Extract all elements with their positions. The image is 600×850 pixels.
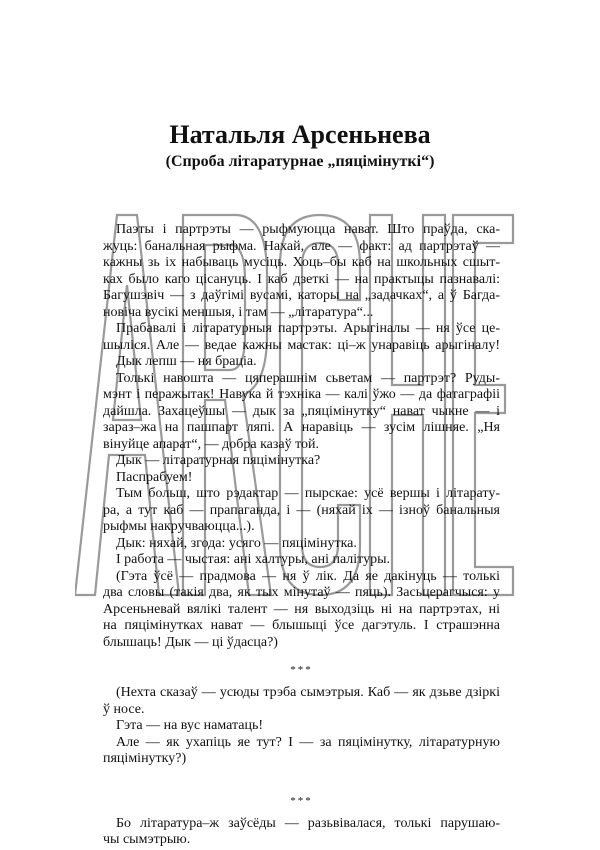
text-line: Бо літаратура–ж заўсёды — разьвівалася, толькі парушаю- — [116, 815, 500, 831]
text-line: Прабавалі і літаратурныя партрэты. Арыгіналы — ня ўсе це- — [116, 321, 500, 336]
text-line: зараз–жа на пашпарт ляпі. А наравіць — зусім лішняе. „Ня — [103, 420, 500, 435]
section-separator: *** — [290, 664, 313, 676]
article-body — [103, 222, 500, 849]
page-title: Натальля Арсеньнева — [169, 120, 431, 149]
text-line: дайшла. Захацеўшы — дык за „пяцімінутку“ нават чыкне — і — [103, 403, 500, 419]
text-line: ў носе. — [103, 701, 145, 717]
text-line: Паэты і партрэты — рыфмуюцца нават. Што праўда, ска- — [116, 222, 500, 237]
text-line: ках было каго цісануць. І каб дзеткі — на практыцы пазнавалі: — [103, 271, 500, 287]
article-section-2 — [103, 685, 500, 768]
text-line: шыліся. Але — ведае кажны мастак: ці–ж унаравіць арыгіналу! — [103, 337, 500, 353]
text-line: Паспрабуем! — [116, 469, 193, 485]
text-line: Гэта — на вус наматаць! — [116, 718, 264, 733]
text-line: пяцімінутку?) — [103, 751, 187, 766]
text-line: Дык лепш — ня браціа. — [116, 354, 257, 369]
page-subtitle: (Спроба літаратурнае „пяцімінуткі“) — [165, 153, 435, 170]
text-line: чы сымэтрыю. — [103, 832, 191, 847]
text-line: жуць: банальная рыфма. Нахай, але — факт: ад партрэтаў — — [103, 238, 500, 254]
text-line: Тым больш, што рэдактар — пырскае: усё вершы і літарату- — [116, 486, 500, 501]
text-line: Багушэвіч — з даўгімі вусамі, каторы на „задачках“, а ў Багда- — [103, 288, 500, 303]
text-line: блышаць! Дык — ці ўдасца?) — [103, 634, 278, 650]
section-separator: *** — [290, 794, 313, 807]
text-line: ра, а тут каб — прапаганда, і — (няхай іх — ізноў банальныя — [103, 502, 500, 518]
text-line: Дык — літаратурная пяцімінутка? — [116, 453, 321, 468]
text-line: (Гэта ўсё — прадмова — ня ў лік. Да яе дакінуць — толькі — [116, 568, 500, 584]
text-line: Арсеньневай вялікі талент — ня выходзіць ні на партрэтах, ні — [103, 601, 500, 617]
text-line: Толькі навошта — цяперашнім сьветам — партрэт? Руды- — [116, 370, 500, 386]
text-line: на пяцімінутках нават — блышыці ўсе дагэтуль. І страшэнна — [103, 618, 500, 633]
text-line: два словы (такія два, як тых мінутаў — пяць). Засьцерагчыся: у — [103, 585, 500, 600]
text-line: вінуйце апарат“, — добра казаў той. — [103, 436, 320, 452]
text-line: новіча вусікі меншыя, і там — „літаратура“... — [103, 304, 374, 320]
article-section-3 — [103, 816, 500, 849]
text-line: (Нехта сказаў — усюды трэба сымэтрыя. Каб — як дзьве дзіркі — [116, 685, 500, 700]
text-line: Але — як ухапіць яе тут? І — за пяцімінутку, літаратурную — [116, 734, 500, 750]
text-line: кажны зь іх набываць мусіць. Хоць–бы каб на школьных сшыт- — [103, 255, 500, 270]
text-line: І работа — чыстая: ані халтуры, ані палітуры. — [116, 552, 391, 567]
article-section-1 — [103, 222, 500, 651]
text-line: мэнт і перажытак! Навука й тэхніка — калі ўжо — да фатаграфіі — [103, 387, 500, 402]
text-line: Дык: няхай, згода: усяго — пяцімінутка. — [116, 535, 357, 551]
text-line: рыфмы накручваюцца...). — [103, 519, 255, 534]
